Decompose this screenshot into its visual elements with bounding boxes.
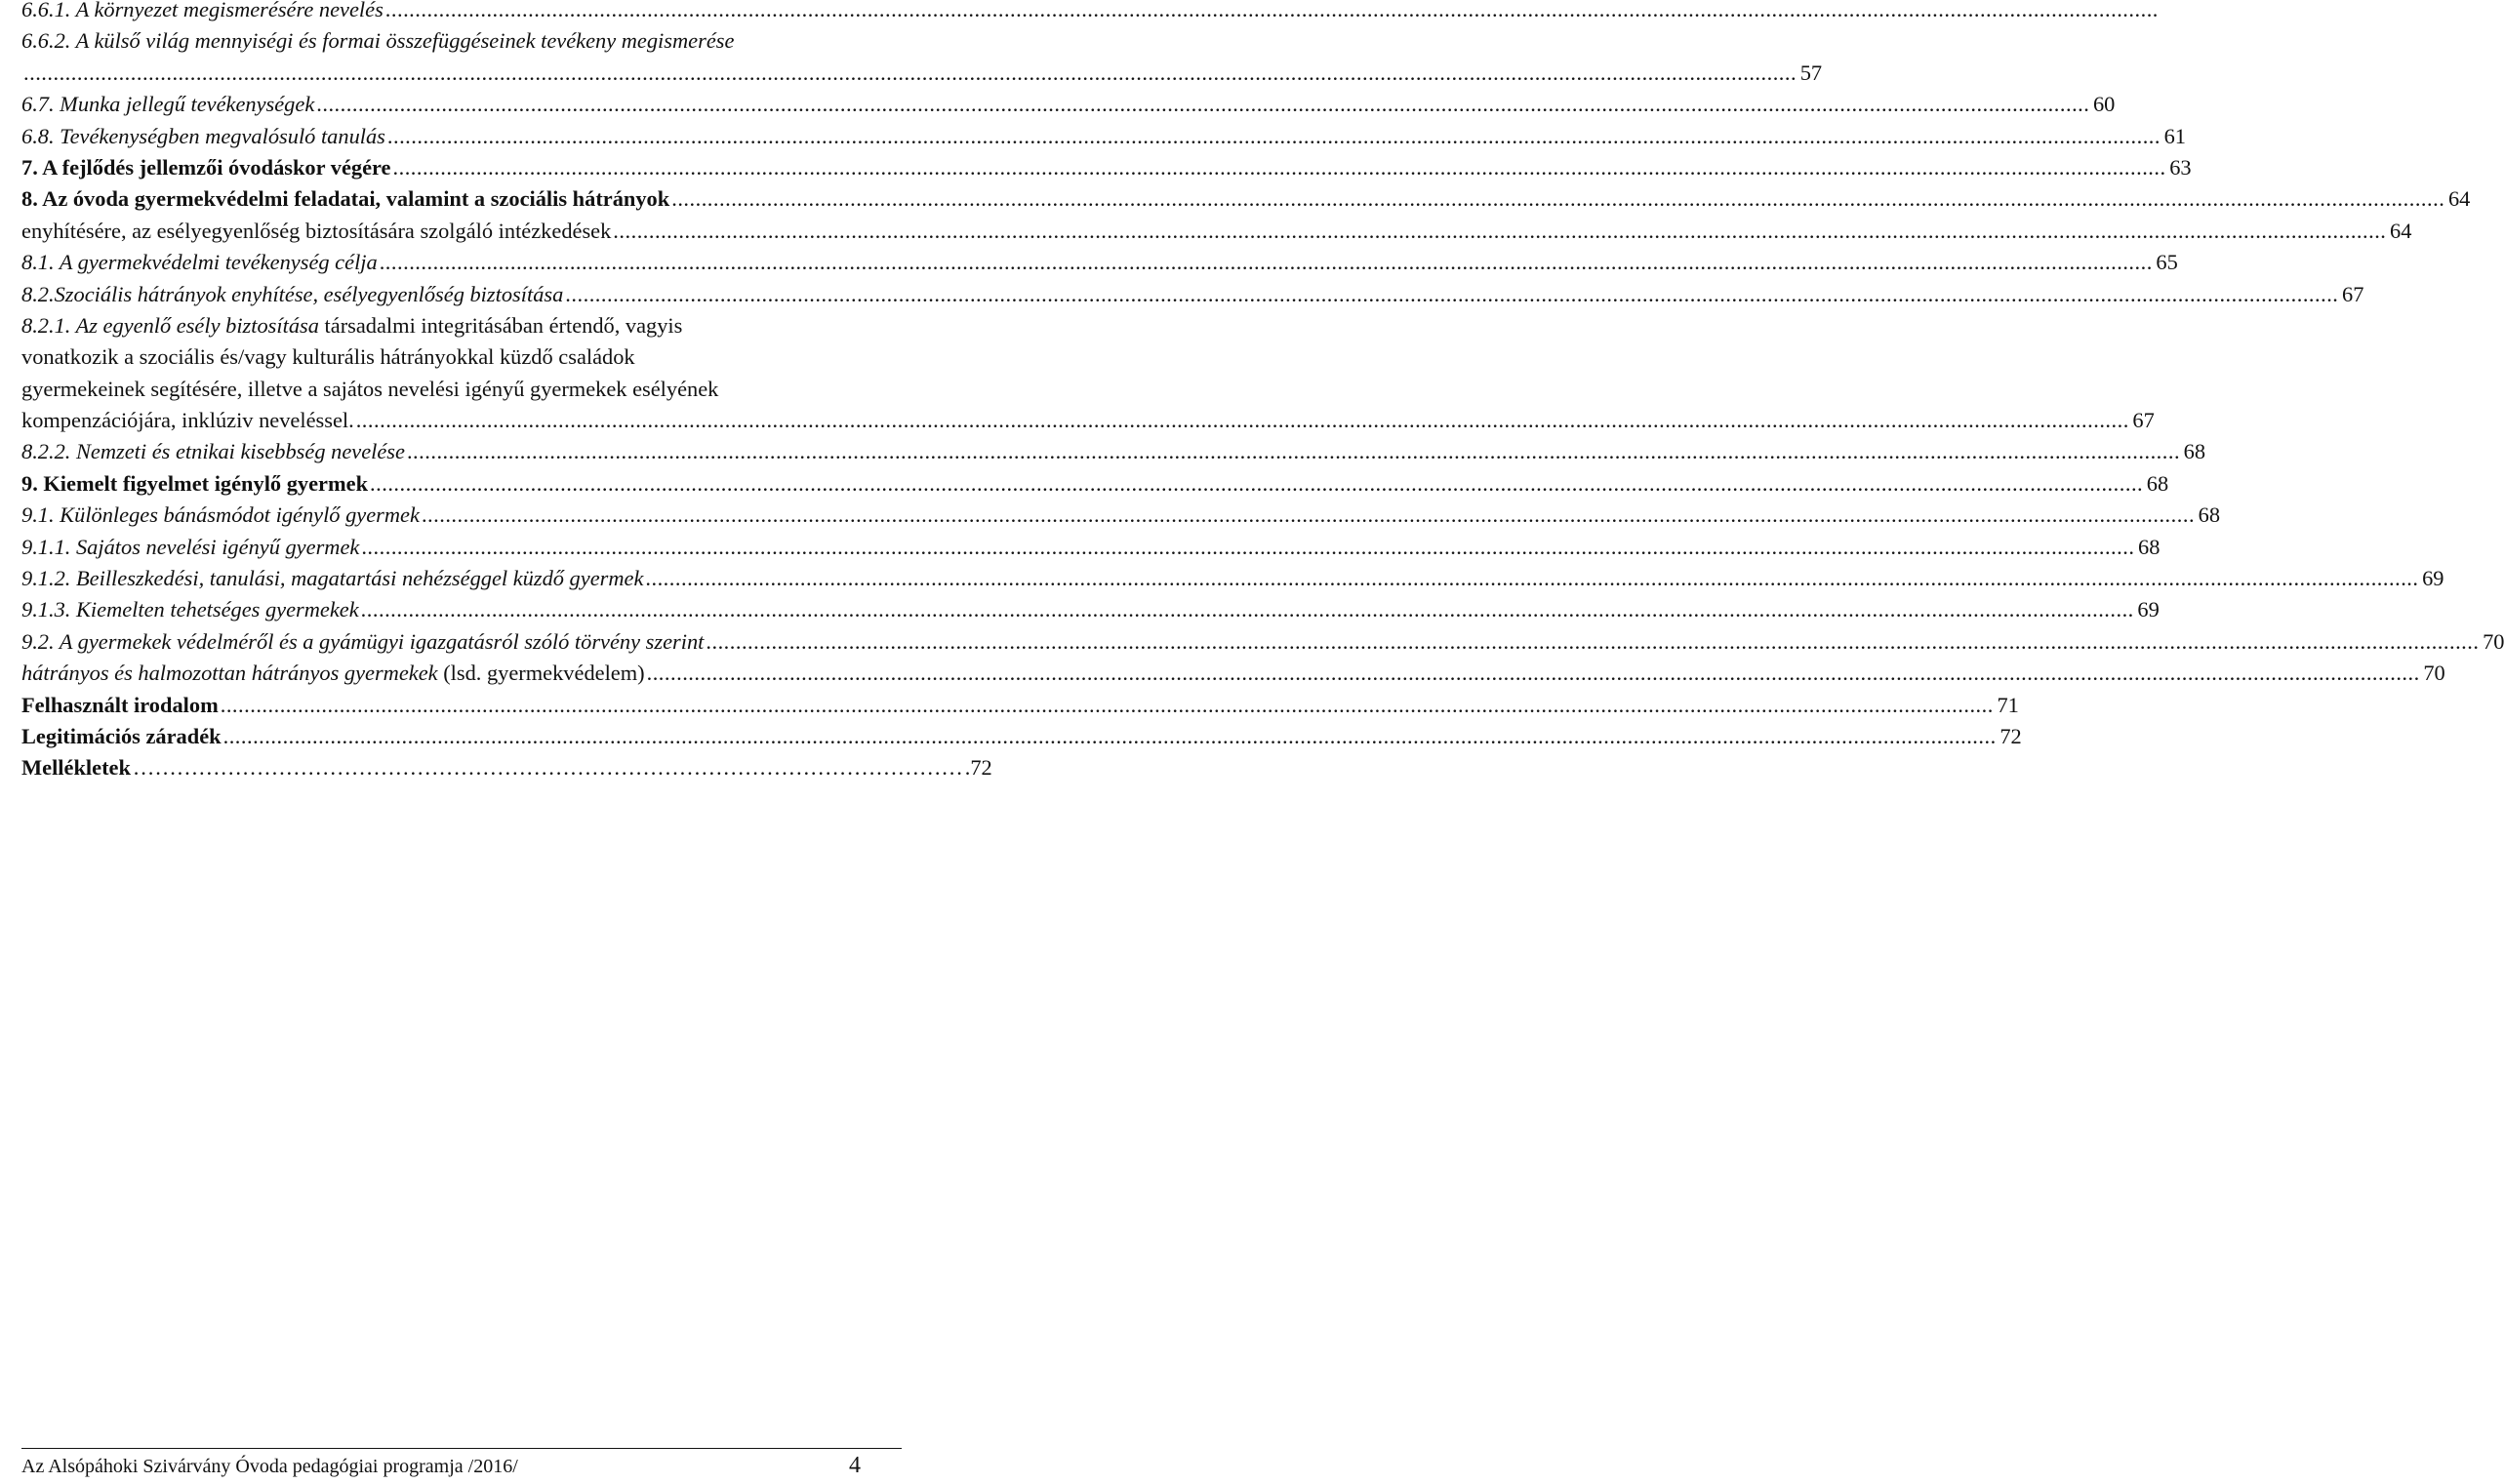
toc-entry-title: Mellékletek xyxy=(21,755,131,781)
toc-entry-title: 9.1.3. Kiemelten tehetséges gyermekek xyxy=(21,597,359,622)
toc-page-number: 67 xyxy=(2132,408,2155,433)
toc-dot-leader xyxy=(613,216,2386,247)
toc-entry-title: 9.1.2. Beilleszkedési, tanulási, magatartási nehézséggel küzdő gyermek xyxy=(21,566,644,591)
footer-page-number: 4 xyxy=(849,1453,861,1478)
toc-entry-title: 8.2.2. Nemzeti és etnikai kisebbség nevelése xyxy=(21,439,405,464)
toc-entry-title: 8.2.Szociális hátrányok enyhítése, esélyegyenlőség biztosítása xyxy=(21,281,564,306)
toc-entry[interactable] xyxy=(21,405,2155,436)
toc-entry-title: 6.7. Munka jellegű tevékenységek xyxy=(21,92,315,117)
toc-entry-title xyxy=(21,658,645,689)
toc-entry[interactable] xyxy=(21,468,2169,500)
toc-entry[interactable] xyxy=(21,279,2364,310)
toc-entry[interactable] xyxy=(21,58,1823,89)
toc-page-number: 64 xyxy=(2447,186,2471,212)
toc-entry[interactable] xyxy=(21,341,933,373)
toc-dot-leader xyxy=(387,121,2161,152)
toc-page-number: 69 xyxy=(2137,597,2160,622)
toc-entry[interactable] xyxy=(21,152,2192,183)
toc-dot-leader xyxy=(565,279,2338,310)
toc-entry[interactable] xyxy=(21,183,2471,215)
toc-dot-leader xyxy=(133,752,963,783)
toc-entry[interactable] xyxy=(21,626,2504,658)
toc-dot-leader xyxy=(380,247,2153,278)
toc-entry-title-normal: (lsd. gyermekvédelem) xyxy=(437,661,645,686)
toc-page-number: 65 xyxy=(2156,250,2178,275)
toc-dot-leader xyxy=(671,183,2444,215)
toc-entry[interactable] xyxy=(21,89,2116,120)
toc-page-number: 68 xyxy=(2146,470,2169,496)
toc-entry[interactable] xyxy=(21,721,2022,752)
toc-entry[interactable] xyxy=(21,594,2160,625)
toc-page-number: 71 xyxy=(1997,692,2019,717)
toc-dot-leader xyxy=(393,152,2166,183)
toc-page-number: 70 xyxy=(2423,661,2445,686)
toc-dot-leader xyxy=(385,0,2159,25)
toc-entry[interactable] xyxy=(21,500,2221,531)
toc-dot-leader xyxy=(706,626,2479,658)
toc-entry[interactable] xyxy=(21,658,2445,689)
table-of-contents xyxy=(21,0,2504,784)
toc-page-number: 72 xyxy=(1999,723,2022,748)
toc-entry[interactable] xyxy=(21,25,933,57)
toc-dot-leader xyxy=(422,500,2195,531)
toc-entry-title: 8.1. A gyermekvédelmi tevékenység célja xyxy=(21,250,378,275)
toc-page-number: 60 xyxy=(2092,92,2116,117)
toc-entry[interactable] xyxy=(21,532,2161,563)
toc-entry[interactable] xyxy=(21,310,933,341)
toc-page-number: 68 xyxy=(2138,534,2161,559)
toc-entry[interactable] xyxy=(21,436,2206,467)
toc-entry[interactable] xyxy=(21,0,933,25)
footer-divider xyxy=(21,1448,902,1449)
footer-title: Az Alsópáhoki Szivárvány Óvoda pedagógiai programja /2016/ xyxy=(21,1456,518,1477)
toc-entry-title-normal: társadalmi integritásában értendő, vagyis xyxy=(318,312,683,338)
toc-entry[interactable] xyxy=(21,752,992,783)
toc-dot-leader xyxy=(316,89,2089,120)
toc-entry[interactable] xyxy=(21,563,2444,594)
toc-entry-title: 7. A fejlődés jellemzői óvodáskor végére xyxy=(21,154,391,180)
toc-entry-title: 8. Az óvoda gyermekvédelmi feladatai, valamint a szociális hátrányok xyxy=(21,186,670,212)
page-footer xyxy=(21,1453,902,1484)
toc-page-number: 61 xyxy=(2163,123,2186,148)
toc-dot-leader xyxy=(645,563,2418,594)
toc-page-number: 69 xyxy=(2422,566,2444,591)
toc-page-number: 68 xyxy=(2183,439,2206,464)
toc-dot-leader xyxy=(647,658,2420,689)
toc-entry-title: kompenzációjára, inklúziv neveléssel. xyxy=(21,408,354,433)
toc-dot-leader xyxy=(356,405,2129,436)
toc-page-number: 64 xyxy=(2390,218,2412,243)
toc-entry-title xyxy=(21,310,933,341)
toc-entry[interactable] xyxy=(21,374,933,405)
toc-page-number: 57 xyxy=(1799,60,1823,85)
toc-entry-title: enyhítésére, az esélyegyenlőség biztosítására szolgáló intézkedések xyxy=(21,218,612,243)
toc-dot-leader xyxy=(361,532,2134,563)
toc-dot-leader xyxy=(370,468,2143,500)
toc-entry-title: 6.8. Tevékenységben megvalósuló tanulás xyxy=(21,123,385,148)
toc-entry-title: Legitimációs záradék xyxy=(21,723,222,748)
toc-dot-leader xyxy=(223,721,1997,752)
toc-entry[interactable] xyxy=(21,216,2412,247)
toc-dot-leader xyxy=(221,690,1994,721)
toc-dot-leader xyxy=(361,594,2134,625)
toc-entry-title: gyermekeinek segítésére, illetve a sajátos nevelési igényű gyermekek esélyének xyxy=(21,376,719,401)
toc-entry-title: 6.6.1. A környezet megismerésére nevelés xyxy=(21,0,384,21)
toc-entry-title-italic: 8.2.1. Az egyenlő esély biztosítása xyxy=(21,312,319,338)
toc-entry[interactable] xyxy=(21,121,2186,152)
toc-entry-title: 6.6.2. A külső világ mennyiségi és formai összefüggéseinek tevékeny megismerése xyxy=(21,28,735,54)
toc-entry[interactable] xyxy=(21,690,2019,721)
toc-page-number: 68 xyxy=(2198,502,2221,528)
toc-entry-title: vonatkozik a szociális és/vagy kulturális hátrányokkal küzdő családok xyxy=(21,344,635,370)
toc-entry-title: 9.1. Különleges bánásmódot igénylő gyermek xyxy=(21,502,420,528)
toc-entry-title: 9. Kiemelt figyelmet igénylő gyermek xyxy=(21,470,369,496)
toc-page-number: 63 xyxy=(2169,154,2192,180)
toc-page-number: .72 xyxy=(964,755,992,781)
toc-entry-title: 9.2. A gyermekek védelméről és a gyámügyi igazgatásról szóló törvény szerint xyxy=(21,628,705,654)
toc-entry-title: Felhasznált irodalom xyxy=(21,692,219,717)
toc-entry[interactable] xyxy=(21,247,2178,278)
toc-page-number: 67 xyxy=(2342,281,2364,306)
toc-entry-title: 9.1.1. Sajátos nevelési igényű gyermek xyxy=(21,534,360,559)
toc-entry-title-italic: hátrányos és halmozottan hátrányos gyermekek xyxy=(21,661,438,686)
toc-dot-leader xyxy=(407,436,2180,467)
toc-page-number: 70 xyxy=(2483,628,2504,654)
toc-dot-leader xyxy=(23,58,1797,89)
